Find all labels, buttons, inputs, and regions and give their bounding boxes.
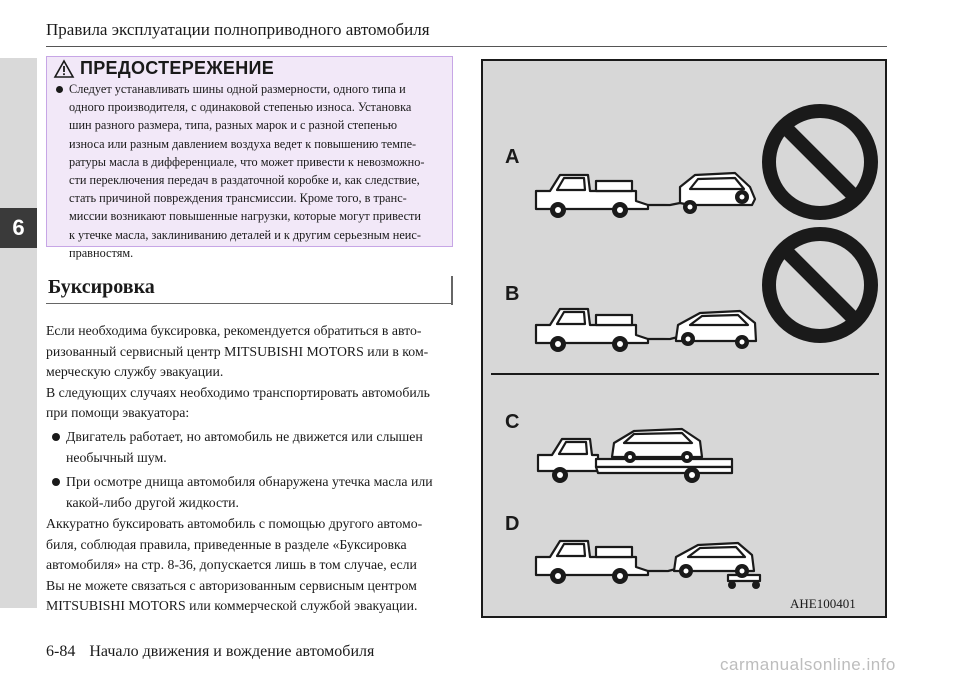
paragraph-line: ризованный сервисный центр MITSUBISHI MOTORS или в ком- xyxy=(46,343,429,359)
tow-truck-dolly-icon xyxy=(530,535,770,590)
section-title: Буксировка xyxy=(46,276,453,304)
list-item-line: При осмотре днища автомобиля обнаружена утечка масла или xyxy=(66,474,433,489)
no-entry-icon xyxy=(760,102,880,222)
figure-divider xyxy=(491,373,879,375)
warning-header xyxy=(54,58,274,79)
warning-title: ПРЕДОСТЕРЕЖЕНИЕ xyxy=(80,58,275,78)
side-strip xyxy=(0,58,37,608)
list-item-line: необычный шум. xyxy=(66,449,167,465)
warning-line: правностям. xyxy=(69,245,134,260)
warning-line: к утечке масла, заклиниванию деталей и к другим серьезным неис- xyxy=(69,227,421,242)
paragraph-towing xyxy=(46,514,454,617)
bullet-dot xyxy=(52,433,60,441)
chapter-tab[interactable]: 6 xyxy=(0,208,37,248)
warning-line: износа или разным давлением воздуха ведет к повышению темпе- xyxy=(69,136,417,151)
figure-label-c: C xyxy=(505,411,520,433)
bullet-dot xyxy=(56,86,63,93)
figure-label-a: A xyxy=(505,146,520,168)
bullet-dot xyxy=(52,478,60,486)
warning-line: ратуры масла в дифференциале, что может привести к невозможно- xyxy=(69,154,425,169)
warning-line: стать причиной повреждения трансмиссии. Кроме того, в транс- xyxy=(69,191,407,206)
page-number: 6-84 xyxy=(46,643,76,660)
warning-triangle-icon xyxy=(54,60,74,78)
warning-line: одного производителя, с одинаковой степенью износа. Установка xyxy=(69,100,412,115)
paragraph-line: Аккуратно буксировать автомобиль с помощью другого автомо- xyxy=(46,516,423,531)
paragraph-line: биля, соблюдая правила, приведенные в разделе «Буксировка xyxy=(46,536,407,552)
figure-label-d: D xyxy=(505,513,520,535)
watermark: carmanualsonline.info xyxy=(720,655,896,674)
paragraph-intro xyxy=(46,321,454,424)
list-item-line: какой-либо другой жидкости. xyxy=(66,494,239,510)
header-divider xyxy=(46,46,887,47)
paragraph-line: мерческую службу эвакуации. xyxy=(46,364,224,379)
tow-truck-rear-lift-icon xyxy=(530,165,770,225)
warning-line: миссии возникают повышенные нагрузки, которые могут привести xyxy=(69,209,422,224)
paragraph-line: MITSUBISHI MOTORS или коммерческой службой эвакуации. xyxy=(46,598,418,613)
warning-bullet xyxy=(56,80,446,262)
paragraph-line: В следующих случаях необходимо транспортировать автомобиль xyxy=(46,384,430,400)
figure-label-b: B xyxy=(505,283,520,305)
warning-text xyxy=(56,80,446,262)
flatbed-carrier-icon xyxy=(532,425,742,485)
list-item xyxy=(52,472,454,513)
list-item xyxy=(52,427,454,468)
section-title-rule xyxy=(451,276,453,305)
list-item-line: Двигатель работает, но автомобиль не движется или слышен xyxy=(66,429,423,444)
no-entry-icon xyxy=(760,225,880,345)
page-header-title: Правила эксплуатации полноприводного автомобиля xyxy=(46,20,430,39)
figure-code: AHE100401 xyxy=(790,596,856,611)
warning-line: Следует устанавливать шины одной размерности, одного типа и xyxy=(69,82,406,96)
warning-line: сти переключения передач в раздаточной коробке и, как следствие, xyxy=(69,173,420,188)
footer-section-title: Начало движения и вождение автомобиля xyxy=(89,643,375,660)
paragraph-line: Вы не можете связаться с авторизованным сервисным центром xyxy=(46,577,417,593)
warning-line: шин разного размера, типа, разных марок и с разной степенью xyxy=(69,118,398,133)
paragraph-line: автомобиля» на стр. 8-36, допускается лишь в том случае, если xyxy=(46,557,417,572)
paragraph-line: при помощи эвакуатора: xyxy=(46,405,190,420)
condition-list xyxy=(52,427,454,517)
paragraph-line: Если необходима буксировка, рекомендуется обратиться в авто- xyxy=(46,323,422,338)
tow-truck-front-lift-icon xyxy=(530,305,770,355)
page-footer xyxy=(46,643,374,661)
